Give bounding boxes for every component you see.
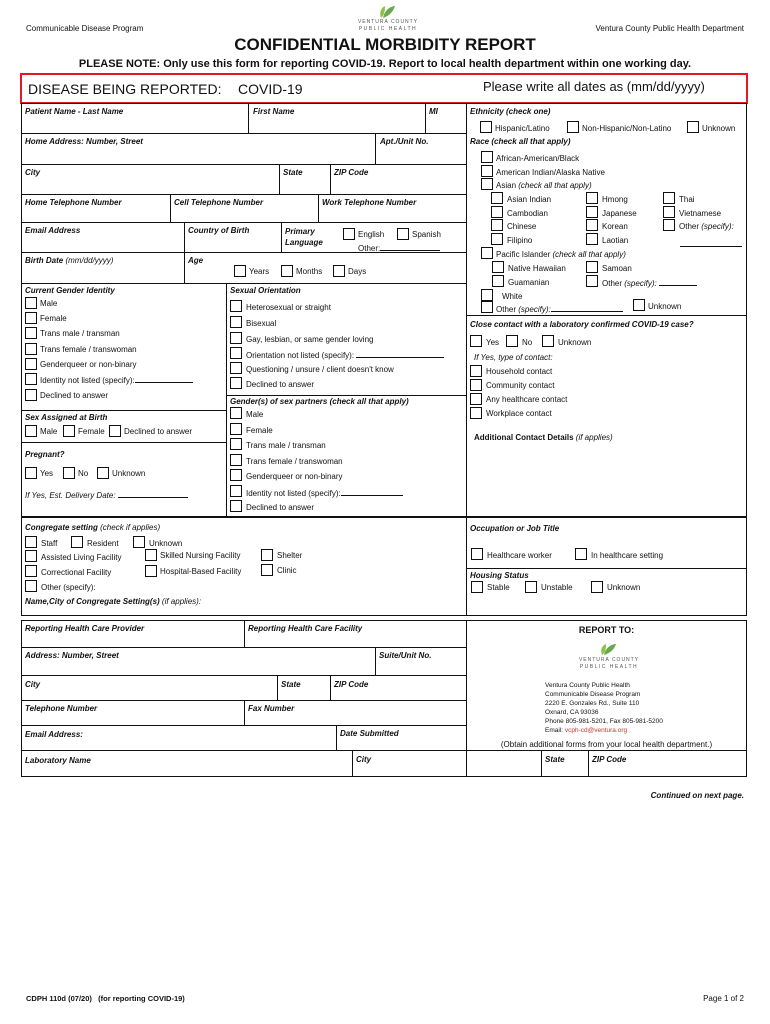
occupation-in-healthcare-checkbox[interactable] [575,548,587,560]
asian-option-2: Chinese [507,222,537,231]
orientation-option-2: Gay, lesbian, or same gender loving [246,335,374,344]
race-other-checkbox[interactable] [481,301,493,313]
department-name: Ventura County Public Health Department [595,24,744,33]
continued-note: Continued on next page. [650,791,744,800]
report-to-line-0: Ventura County Public Health [545,682,630,689]
gender-option-5: Identity not listed (specify): [40,375,193,385]
provider-suite-label: Suite/Unit No. [379,651,432,660]
asian-option-9: Vietnamese [679,209,722,218]
race-asian-label: Asian (check all that apply) [496,181,592,190]
english-label: English [358,230,385,239]
asian-option-1: Cambodian [507,209,548,218]
sex-birth-female-checkbox[interactable] [63,425,75,437]
spanish-checkbox[interactable] [397,228,409,240]
provider-state-label: State [281,680,301,689]
orientation-checkbox-4[interactable] [230,362,242,374]
contact-unknown-label: Unknown [558,338,592,347]
congregate-skilled-checkbox[interactable] [145,549,157,561]
form-title: CONFIDENTIAL MORBIDITY REPORT [234,35,536,54]
asian-checkbox-5[interactable] [586,206,598,218]
housing-unstable-label: Unstable [541,583,573,592]
language-other-label: Other: [358,243,440,253]
age-months-checkbox[interactable] [281,265,293,277]
partners-option-0: Male [246,410,264,419]
partners-option-6: Declined to answer [246,503,315,512]
ethnicity-option-1: Non-Hispanic/Non-Latino [582,124,672,133]
contact-type-checkbox-1[interactable] [470,379,482,391]
pacific-hawaiian-label: Native Hawaiian [508,264,566,273]
sex-birth-female-label: Female [78,427,105,436]
ethnicity-checkbox-0[interactable] [480,121,492,133]
congregate-clinic-checkbox[interactable] [261,564,273,576]
ethnicity-checkbox-2[interactable] [687,121,699,133]
asian-checkbox-1[interactable] [491,206,503,218]
english-checkbox[interactable] [343,228,355,240]
lab-name-label: Laboratory Name [25,756,91,765]
form-id: CDPH 110d (07/20) (for reporting COVID-19) [26,994,185,1003]
partners-checkbox-5[interactable] [230,485,242,497]
sex-birth-declined-label: Declined to answer [124,427,193,436]
partners-checkbox-6[interactable] [230,500,242,512]
report-to-label: REPORT TO: [578,625,635,635]
orientation-option-4: Questioning / unsure / client doesn't know [246,365,394,374]
contact-type-label: If Yes, type of contact: [474,353,553,362]
page-number: Page 1 of 2 [703,994,744,1003]
age-months-label: Months [296,267,323,276]
race-other-label: Other (specify): [496,304,623,314]
asian-option-3: Filipino [507,236,533,245]
city-label: City [25,168,41,177]
race-label: Race (check all that apply) [470,137,571,146]
contact-no-label: No [522,338,533,347]
country-label: Country of Birth [188,226,250,235]
race-unknown-label: Unknown [648,302,682,311]
primary-language-label: Primary Language [285,227,323,247]
housing-unstable-checkbox[interactable] [525,581,537,593]
asian-checkbox-10[interactable] [663,219,675,231]
congregate-other-label: Other (specify): [41,583,96,592]
close-contact-label: Close contact with a laboratory confirmed COVID-19 case? [470,320,694,329]
partners-checkbox-4[interactable] [230,469,242,481]
work-phone-label: Work Telephone Number [322,198,417,207]
gender-checkbox-1[interactable] [25,312,37,324]
logo-leaf-icon [355,4,421,20]
gender-checkbox-6[interactable] [25,389,37,401]
pregnant-unknown-label: Unknown [112,469,146,478]
pacific-samoan-checkbox[interactable] [586,261,598,273]
housing-label: Housing Status [470,571,529,580]
gender-option-0: Male [40,299,58,308]
pacific-samoan-label: Samoan [602,264,632,273]
age-label: Age [188,256,204,265]
dates-note: Please write all dates as (mm/dd/yyyy) [483,79,705,94]
orientation-option-0: Heterosexual or straight [246,303,331,312]
report-to-line-4: Phone 805-981-5201, Fax 805-981-5200 [545,718,663,725]
asian-checkbox-2[interactable] [491,219,503,231]
orientation-option-5: Declined to answer [246,380,315,389]
contact-yes-label: Yes [486,338,500,347]
date-submitted-label: Date Submitted [340,729,399,738]
lab-zip-label: ZIP Code [592,755,627,764]
race-pacific-label: Pacific Islander (check all that apply) [496,250,626,259]
race-white-label: White [502,292,523,301]
occupation-healthcare-label: Healthcare worker [487,551,552,560]
sex-birth-declined-checkbox[interactable] [109,425,121,437]
provider-zip-label: ZIP Code [334,680,369,689]
congregate-unknown-label: Unknown [149,539,183,548]
report-logo-leaf-icon [574,642,644,656]
ethnicity-checkbox-1[interactable] [567,121,579,133]
contact-type-checkbox-3[interactable] [470,407,482,419]
age-days-checkbox[interactable] [333,265,345,277]
sex-birth-male-checkbox[interactable] [25,425,37,437]
partners-option-1: Female [246,426,273,435]
birth-date-label: Birth Date (mm/dd/yyyy) [25,256,114,265]
lab-city-label: City [356,755,372,764]
public-health-logo [355,4,421,34]
asian-option-8: Thai [679,195,695,204]
congregate-hospital-checkbox[interactable] [145,565,157,577]
logo-text-top: VENTURA COUNTY [357,19,419,25]
gender-option-6: Declined to answer [40,391,109,400]
contact-yes-checkbox[interactable] [470,335,482,347]
asian-option-6: Korean [602,222,628,231]
congregate-correctional-checkbox[interactable] [25,565,37,577]
additional-contact-label: Additional Contact Details (if applies) [474,433,613,442]
report-logo-bottom: PUBLIC HEALTH [579,664,639,670]
gender-checkbox-3[interactable] [25,343,37,355]
sex-birth-male-label: Male [40,427,58,436]
email-label: Email Address [25,226,81,235]
partners-checkbox-3[interactable] [230,454,242,466]
race-american-indian-label: American Indian/Alaska Native [496,168,605,177]
report-to-line-1: Communicable Disease Program [545,691,641,698]
zip-label: ZIP Code [334,168,369,177]
contact-no-checkbox[interactable] [506,335,518,347]
race-white-checkbox[interactable] [481,289,493,301]
patient-first-name-label: First Name [253,107,295,116]
gender-option-2: Trans male / transman [40,329,120,338]
pregnant-yes-label: Yes [40,469,54,478]
gender-checkbox-4[interactable] [25,358,37,370]
occupation-healthcare-checkbox[interactable] [471,548,483,560]
occupation-label: Occupation or Job Title [470,524,560,533]
asian-checkbox-0[interactable] [491,192,503,204]
program-name: Communicable Disease Program [26,24,144,33]
pacific-other-label: Other (specify): [602,278,697,288]
form-note: PLEASE NOTE: Only use this form for reporting COVID-19. Report to local health department within one working day. [78,58,692,70]
congregate-resident-label: Resident [87,539,119,548]
home-phone-label: Home Telephone Number [25,198,122,207]
partners-option-2: Trans male / transman [246,441,326,450]
housing-unknown-checkbox[interactable] [591,581,603,593]
ethnicity-label: Ethnicity (check one) [470,107,551,116]
pregnant-label: Pregnant? [25,450,65,459]
congregate-label: Congregate setting (check if applies) [25,523,161,532]
disease-value: COVID-19 [238,81,303,97]
age-years-label: Years [249,267,270,276]
contact-type-0: Household contact [486,367,553,376]
congregate-unknown-checkbox[interactable] [133,536,145,548]
asian-option-7: Laotian [602,236,629,245]
race-unknown-checkbox[interactable] [633,299,645,311]
congregate-skilled-label: Skilled Nursing Facility [160,551,241,560]
orientation-option-1: Bisexual [246,319,277,328]
pregnant-no-checkbox[interactable] [63,467,75,479]
contact-type-checkbox-2[interactable] [470,393,482,405]
partners-checkbox-0[interactable] [230,407,242,419]
reporting-facility-label: Reporting Health Care Facility [248,624,363,633]
gender-checkbox-0[interactable] [25,297,37,309]
patient-last-name-label: Patient Name - Last Name [25,107,124,116]
contact-type-1: Community contact [486,381,555,390]
asian-checkbox-9[interactable] [663,206,675,218]
gender-checkbox-2[interactable] [25,327,37,339]
partners-option-3: Trans female / transwoman [246,457,343,466]
pregnant-yes-checkbox[interactable] [25,467,37,479]
congregate-staff-checkbox[interactable] [25,536,37,548]
apt-label: Apt./Unit No. [380,137,429,146]
congregate-staff-label: Staff [41,539,58,548]
provider-fax-label: Fax Number [248,704,295,713]
logo-text-bottom: PUBLIC HEALTH [358,26,418,32]
contact-type-2: Any healthcare contact [486,395,568,404]
age-days-label: Days [348,267,367,276]
forms-note: (Obtain additional forms from your local health department.) [500,740,713,749]
report-to-address [545,681,663,735]
housing-stable-checkbox[interactable] [471,581,483,593]
disease-label: DISEASE BEING REPORTED: [28,81,222,97]
asian-checkbox-4[interactable] [586,192,598,204]
contact-type-3: Workplace contact [486,409,552,418]
congregate-hospital-label: Hospital-Based Facility [160,567,242,576]
congregate-other-checkbox[interactable] [25,580,37,592]
gender-identity-label: Current Gender Identity [25,286,115,295]
partners-checkbox-2[interactable] [230,438,242,450]
race-african-checkbox[interactable] [481,151,493,163]
gender-checkbox-5[interactable] [25,373,37,385]
sexual-orientation-label: Sexual Orientation [230,286,301,295]
asian-checkbox-6[interactable] [586,219,598,231]
report-to-line-2: 2220 E. Gonzales Rd., Suite 110 [545,700,640,707]
congregate-correctional-label: Correctional Facility [41,568,112,577]
state-label: State [283,168,303,177]
age-years-checkbox[interactable] [234,265,246,277]
asian-option-10: Other (specify): [679,222,734,231]
congregate-clinic-label: Clinic [277,566,297,575]
partners-checkbox-1[interactable] [230,423,242,435]
sex-birth-label: Sex Assigned at Birth [25,413,108,422]
asian-option-5: Japanese [602,209,637,218]
race-pacific-checkbox[interactable] [481,247,493,259]
congregate-shelter-label: Shelter [277,551,303,560]
pregnant-no-label: No [78,469,89,478]
patient-mi-label: MI [429,107,438,116]
congregate-name-city-label: Name,City of Congregate Setting(s) (if applies): [25,597,202,606]
sex-partners-label: Gender(s) of sex partners (check all that apply) [230,397,409,406]
congregate-assisted-label: Assisted Living Facility [41,553,122,562]
housing-stable-label: Stable [487,583,510,592]
provider-city-label: City [25,680,41,689]
gender-option-3: Trans female / transwoman [40,345,137,354]
asian-option-0: Asian Indian [507,195,552,204]
contact-unknown-checkbox[interactable] [542,335,554,347]
race-american-indian-checkbox[interactable] [481,165,493,177]
report-logo-top: VENTURA COUNTY [578,657,640,663]
orientation-checkbox-1[interactable] [230,316,242,328]
partners-option-4: Genderqueer or non-binary [246,472,343,481]
gender-option-1: Female [40,314,67,323]
pacific-other-checkbox[interactable] [586,275,598,287]
orientation-checkbox-5[interactable] [230,377,242,389]
pregnant-unknown-checkbox[interactable] [97,467,109,479]
orientation-checkbox-0[interactable] [230,300,242,312]
pacific-guamanian-checkbox[interactable] [492,275,504,287]
partners-option-5: Identity not listed (specify): [246,488,403,498]
orientation-checkbox-3[interactable] [230,347,242,359]
provider-phone-label: Telephone Number [25,704,98,713]
report-to-logo [574,642,644,672]
provider-email-label: Email Address: [25,730,83,739]
asian-checkbox-3[interactable] [491,233,503,245]
orientation-checkbox-2[interactable] [230,332,242,344]
lab-state-label: State [545,755,565,764]
congregate-shelter-checkbox[interactable] [261,549,273,561]
asian-checkbox-7[interactable] [586,233,598,245]
contact-type-checkbox-0[interactable] [470,365,482,377]
pacific-hawaiian-checkbox[interactable] [492,261,504,273]
ethnicity-option-2: Unknown [702,124,736,133]
cell-phone-label: Cell Telephone Number [174,198,264,207]
provider-address-label: Address: Number, Street [25,651,119,660]
home-address-label: Home Address: Number, Street [25,137,143,146]
congregate-assisted-checkbox[interactable] [25,550,37,562]
orientation-option-3: Orientation not listed (specify): [246,350,444,360]
pacific-guamanian-label: Guamanian [508,278,550,287]
report-to-email-link[interactable]: vcph-cd@ventura.org [564,727,628,734]
ethnicity-option-0: Hispanic/Latino [495,124,550,133]
delivery-date-label: If Yes, Est. Delivery Date: [25,490,188,500]
housing-unknown-label: Unknown [607,583,641,592]
congregate-resident-checkbox[interactable] [71,536,83,548]
race-asian-checkbox[interactable] [481,178,493,190]
race-african-label: African-American/Black [496,154,580,163]
reporting-provider-label: Reporting Health Care Provider [25,624,145,633]
asian-checkbox-8[interactable] [663,192,675,204]
asian-option-4: Hmong [602,195,628,204]
spanish-label: Spanish [412,230,441,239]
report-to-email-line: Email: vcph-cd@ventura.org [545,727,628,734]
report-to-line-3: Oxnard, CA 93036 [545,709,599,716]
gender-option-4: Genderqueer or non-binary [40,360,137,369]
occupation-in-healthcare-label: In healthcare setting [591,551,664,560]
